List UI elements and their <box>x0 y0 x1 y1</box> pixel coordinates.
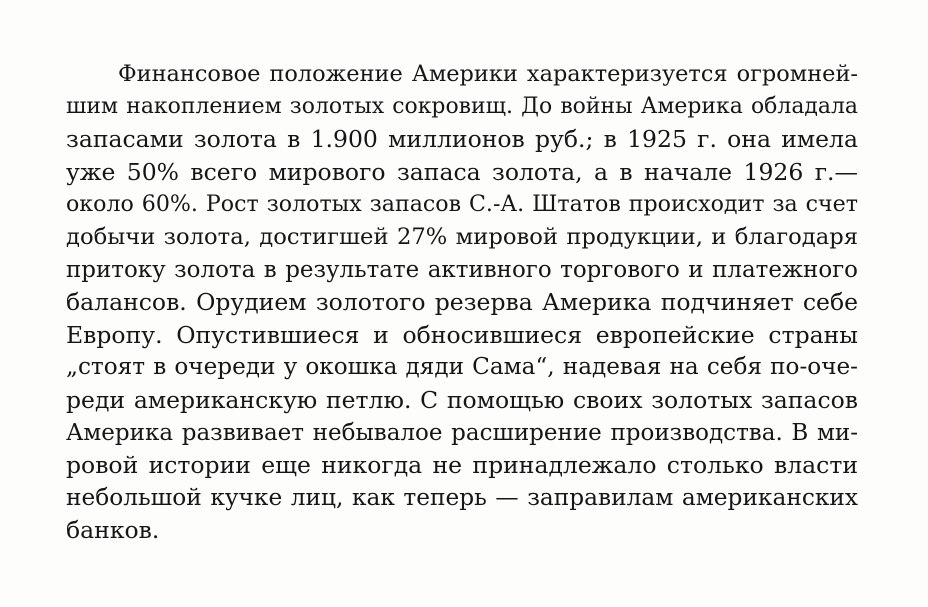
text-line: балансов. Орудием золотого резерва Америка подчиняет себе <box>66 288 858 317</box>
text-line: небольшой кучке лиц, как теперь — заправилам американских <box>66 483 858 511</box>
text-line: шим накоплением золотых сокровищ. До войны Америка обладала <box>66 93 858 119</box>
text-line: притоку золота в результате активного торгового и платежного <box>66 256 858 283</box>
text-line: „стоят в очереди у окошка дяди Сама“, надевая на себя по-оче- <box>66 354 858 381</box>
text-line: добычи золота, достигшей 27% мировой продукции, и благодаря <box>66 223 858 250</box>
text-line: Европу. Опустившиеся и обносившиеся европейские страны <box>66 320 858 349</box>
text-line: Финансовое положение Америки характеризуется огромней- <box>118 61 858 87</box>
text-line: реди американскую петлю. С помощью своих золотых запасов <box>66 385 858 414</box>
text-line: Америка развивает небывалое расширение производства. В ми- <box>66 419 858 446</box>
text-line: около 60%. Рост золотых запасов С.-А. Штатов происходит за счет <box>66 191 858 218</box>
text-line: ровой истории еще никогда не принадлежало столько власти <box>66 451 858 480</box>
paragraph <box>66 58 858 547</box>
text-line: запасами золота в 1.900 миллионов руб.; в 1925 г. она имела <box>66 125 858 154</box>
text-line: уже 50% всего мирового запаса золота, а в начале 1926 г.— <box>66 157 858 186</box>
text-line: банков. <box>66 516 160 545</box>
